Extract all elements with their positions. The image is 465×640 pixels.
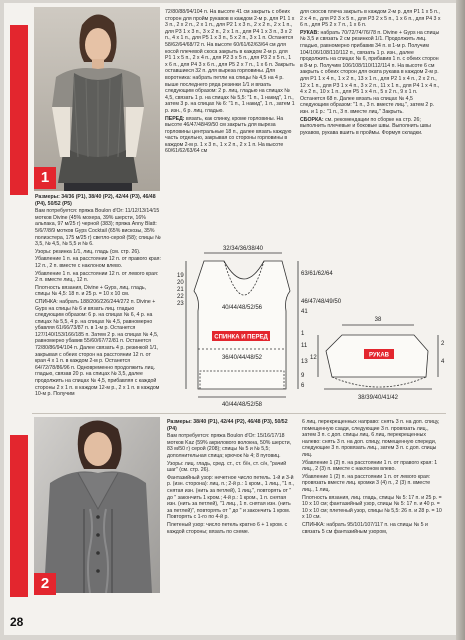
model1-assembly (300, 117, 442, 137)
model1-col2 (165, 9, 295, 237)
front-title: ПЕРЕД: (165, 115, 185, 122)
dim-sleeve-top: 38 (374, 317, 382, 323)
model2-back: СПИНКА: набрать 95/101/107/117 п. на спицы № 5 и связать 5 см фантазийным узором, (302, 521, 428, 535)
dim-left-2: 20 (177, 280, 184, 286)
model1-materials: Вам потребуется: пряжа Boulon d'Or: 11/12/13/14/15 мотков Divine (45% мохера, 39% шерсти, 16% альпака, 97 м/25 г) черной (383); пряжа Anny Blatt: 5/6/7/8/9 мотков Gyps Cocktail (65% вискозы, 35% полиэстера, 175 м/25 г) светло-серой (58); спицы № 3,5, № 4,5, № 5,5 и № 6. (35, 208, 161, 248)
dim-vert-2: 11 (301, 343, 308, 349)
dim-mid-width: 40/44/48/52/56 (221, 305, 263, 311)
dim-left-5: 23 (177, 301, 184, 307)
dim-mid-right: 46/47/48/49/50 (301, 299, 342, 305)
dim-left-3: 21 (177, 287, 184, 293)
dim-right-top: 63/61/62/64 (301, 271, 333, 277)
model1-patterns: Узоры: резинка 1/1, лиц. гладь (см. стр. 26). (35, 248, 141, 255)
model1-col1 (35, 194, 161, 404)
dim-mid-right2: 41 (301, 309, 308, 315)
model2-materials: Вам потребуется: пряжа Boulon d'Or: 15/16/17/18 мотков Kaz (59% акрилового волокна, 50% шерсти, 83 м/50 г) серой (208); спицы № 5 и № 5,5; дополнительная спица; крючок № 4; 8 пуговиц. (167, 433, 292, 459)
model2-col3-text: 6 лиц. перекрещенных направо: снять 3 п. на доп. спицу, помещенную сзади, следующие 3 п. провязать лиц., затем 3 п. с доп. спицы лиц. 6 лиц. перекрещенных налево: снять 3 п. на доп. спицу, помещенную спереди, следующие 3 п. провязать лиц., затем 3 п. с доп. спицы лиц. (302, 419, 440, 458)
page-number: 28 (10, 615, 24, 629)
pattern-diagram (164, 239, 449, 409)
model1-gauge: Плотность вязания, Divine + Gyps, лиц. гладь, спицы № 4,5: 18 п. и 25 р. = 10 х 10 см. (35, 284, 147, 298)
model1-dec1: Убавление 1 п. на расстоянии 12 п. от правого края: 12 п., 2 п. вместе с наклоном влево. (35, 256, 161, 269)
dim-mid-width2: 36/40/44/48/52 (221, 355, 263, 361)
model2-photo (34, 417, 160, 593)
dim-sleeve-left: 12 (310, 355, 317, 361)
section-divider (32, 413, 446, 414)
accent-bar-2 (10, 435, 28, 597)
model1-sleeve (300, 30, 442, 116)
model1-photo (34, 7, 160, 191)
dim-left-1: 19 (177, 273, 184, 279)
model1-front (165, 116, 295, 156)
sleeve-text: набрать 70/72/74/76/78 п. Divine + Gyps на спицы № 3,5 и связать 2 см резинкой 1/1. Продолжить лиц. гладью, равномерно прибавив 34 п. в 1-м р. Получим 104/106/108/110/112 п., связать 1 р. изн., далее продолжить на спицах № 6, прибавив 1 п. с обеих сторон в 8-м р. Получим 106/108/110/112/114 п. На высоте 6 см закрыть с обеих сторон для оката рукава в каждом 2-м р. для P1 1 х 4 п., 1 х 2 п., 13 х 1 п., для P2 1 х 4 п., 2 х 2 п., 12 х 1 п., для P3 1 х 4 п., 3 х 2 п., 11 х 1 п., для P4 1 х 4 п., 4 х 2 п., 10 х 1 п., для P5 1 х 4 п., 5 х 2 п., 9 х 1 п. Останется 68 п. Далее вязать на спицах № 4,5 следующим образом: "1 п., 3 п. вместе лиц.", затем 2 р. изн. и 1 р.: "1 п., 3 п. вместе лиц." Закрыть. (300, 29, 440, 115)
dim-sleeve-bottom: 38/39/40/41/42 (357, 395, 399, 401)
dim-top-width: 32/34/36/38/40 (222, 246, 264, 252)
model1-col3-text: для скосов плеча закрыть в каждом 2-м р. для P1 1 х 5 п., 2 х 4 п., для P2 3 х 5 п., для P3 2 х 5 п., 1 х 6 п., для P4 3 х 6 п., для P5 2 х 7 п., 1 х 6 п. (300, 9, 441, 29)
model2-dec1: Убавление 1 (2) п. на расстоянии 1 п. от правого края: 1 лиц., 2 (3) п. вместе с наклоном влево. (302, 459, 438, 473)
model1-photo-illustration (34, 7, 160, 191)
dim-sleeve-right: 2 (441, 341, 445, 347)
front-text: вязать, как спинку, кроме горловины. На высоте 46/47/48/49/50 см закрыть для выреза горловины центральные 18 п., далее вязать каждую часть отдельно, закрывая со стороны горловины в каждом 2-м р. 1 х 3 п., 1 х 2 п., 2 х 1 п. На высоте 60/61/62/63/64 см (165, 115, 292, 155)
assembly-text: см. рекомендации по сборке на стр. 26; выполнить плечевые и боковые швы. Выполнить швы рукавов, рукава вшить в проймы. Формуя складки. (300, 116, 431, 136)
model2-fancy: Фантазийный узор: нечетное число петель. 1-й и 3-й р. (изн. сторона): лиц. п.; 2-й р.: 1 кром., 1 лиц., "1 п., снятая изн. (нить за петлей), 1 лиц.", повторять от " до " закончить 1 кром.; 4-й р.: 1 кром., 1 п. снятая изн. (нить за петлей), "1 лиц., 1 п. снятая изн. (нить за петлей)", повторять от " до " и закончить 1 кром. Повторять с 1-го по 4-й р. (167, 474, 295, 521)
dim-bottom-width: 40/44/48/52/58 (221, 402, 263, 408)
dim-vert-3: 13 (301, 359, 308, 365)
model2-patterns: Узоры: лиц. гладь, сред. ст., ст. б/н, ст. с/н, "рачий шаг" (см. стр. 26). (167, 460, 287, 474)
accent-bar-1 (10, 25, 28, 195)
dim-vert-5: 6 (301, 383, 305, 389)
sleeve-label: РУКАВ (369, 352, 389, 359)
model1-back: СПИНКА: набрать 188/206/226/244/272 п. Divine + Gyps на спицы № 6 и вязать лиц. гладью следующим образом: 6 р. на спицах № 6, 4 р. на спицах № 5,5, 4 р. на спицах № 4,5, равномерно убавляя 61/66/73/87 п. в 1-м р. Останется 127/140/153/166/185 п. Затем 2 р. на спицах № 4,5, равномерно убавив 55/60/67/72/81 п. Останется 72/80/86/94/104 п. Далее связать 4 р. резинкой 1/1, закрывая с обеих сторон на расстоянии 12 п. от края 4 х 1 п. в каждом 2-м р. Останется 64/72/78/86/96 п. Одновременно продолжить лиц. гладью, связав 20 р. на спицах № 3,5, далее продолжить на спицах № 4,5, прибавляя с каждой стороны 2 х 1 п. в каждом 12-м р., 2 х 1 п. в каждом 10-м р. Получим (35, 298, 160, 398)
dim-vert-1: 1 (301, 331, 305, 337)
model2-dec2: Убавление 1 (2) п. на расстоянии 1 п. от левого края: провязать вместе лиц. кромки 3 (4) п., 2 (3) п. вместе лиц., 1 лиц. (302, 473, 431, 493)
model2-col2 (167, 419, 297, 619)
model2-weave: Плетеный узор: число петель кратно 6 + 1 кром. с каждой стороны; вязать по схеме. (167, 521, 288, 535)
model1-col3 (300, 9, 442, 237)
model2-col3 (302, 419, 442, 619)
sleeve-title: РУКАВ: (300, 29, 320, 36)
model2-gauge: Плотность вязания, лиц. гладь, спицы № 5: 17 п. и 25 р. = 10 х 10 см; фантазийный узор, спицы № 5: 17 п. и 40 р. = 10 х 10 см; плетеный узор, спицы № 5,5: 26 п. и 28 р. = 10 х 10 см. (302, 494, 442, 521)
dim-vert-4: 9 (301, 373, 305, 379)
model1-badge: 1 (34, 167, 56, 189)
model1-sizes: Размеры: 34/36 (P1), 38/40 (P2), 42/44 (P3), 46/48 (P4), 50/52 (P5) (35, 194, 156, 207)
model1-col2-text: 72/80/88/94/104 п. На высоте 41 см закрыть с обеих сторон для пройм рукавов в каждом 2-м р. для P1 1 х 3 п., 2 х 2 п., 2 х 1 п., для P2 1 х 3 п., 2 х 2 п., 2 х 1 п., для P3 1 х 3 п., 3 х 2 п., 2 х 1 п., для P4 1 х 3 п., 3 х 2 п., 4 х 1 п., для P5 1 х 3 п., 5 х 2 п., 3 х 1 п. Останется 58/62/64/68/72 п. На высоте 60/61/62/63/64 см для косой плечевой скоса закрыть в каждом 2-м р. для P1 1 х 5 п., 2 х 4 п., для P2 3 х 5 п., для P3 2 х 5 п., 1 х 6 п., для P4 3 х 6 п., для P5 2 х 7 п., 1 х 6 п. Закрыть оставшиеся 32 п. для выреза горловины. Для воротника: набрать петли на спицы № 4,5 на 4 р. выше последнего ряда резинки 1/1 и вязать следующим образом: 2 р. лиц. гладью на спицах № 4,5, связать 1 р. на спицах № 5,5: "1 п., 1 накид", 1 п., затем 3 р. на спицах № 6: "1 п., 1 накид", 1 п., затем 1 р. изн., 6 р. лиц. гладью. (165, 9, 295, 114)
model2-sizes: Размеры: 38/40 (P1), 42/44 (P2), 46/48 (P3), 50/52 (P4) (167, 419, 288, 432)
model2-photo-illustration (34, 417, 160, 593)
model1-dec2: Убавление 1 п. на расстоянии 12 п. от левого края: 2 п. вместе лиц., 12 п. (35, 270, 159, 284)
page-binding-shadow (456, 0, 465, 640)
back-front-label: СПИНКА И ПЕРЕД (214, 334, 268, 341)
magazine-page (4, 3, 456, 635)
dim-sleeve-right2: 4 (441, 359, 445, 365)
dim-left-4: 22 (177, 294, 184, 300)
model2-badge: 2 (34, 573, 56, 595)
assembly-title: СБОРКА: (300, 116, 324, 123)
